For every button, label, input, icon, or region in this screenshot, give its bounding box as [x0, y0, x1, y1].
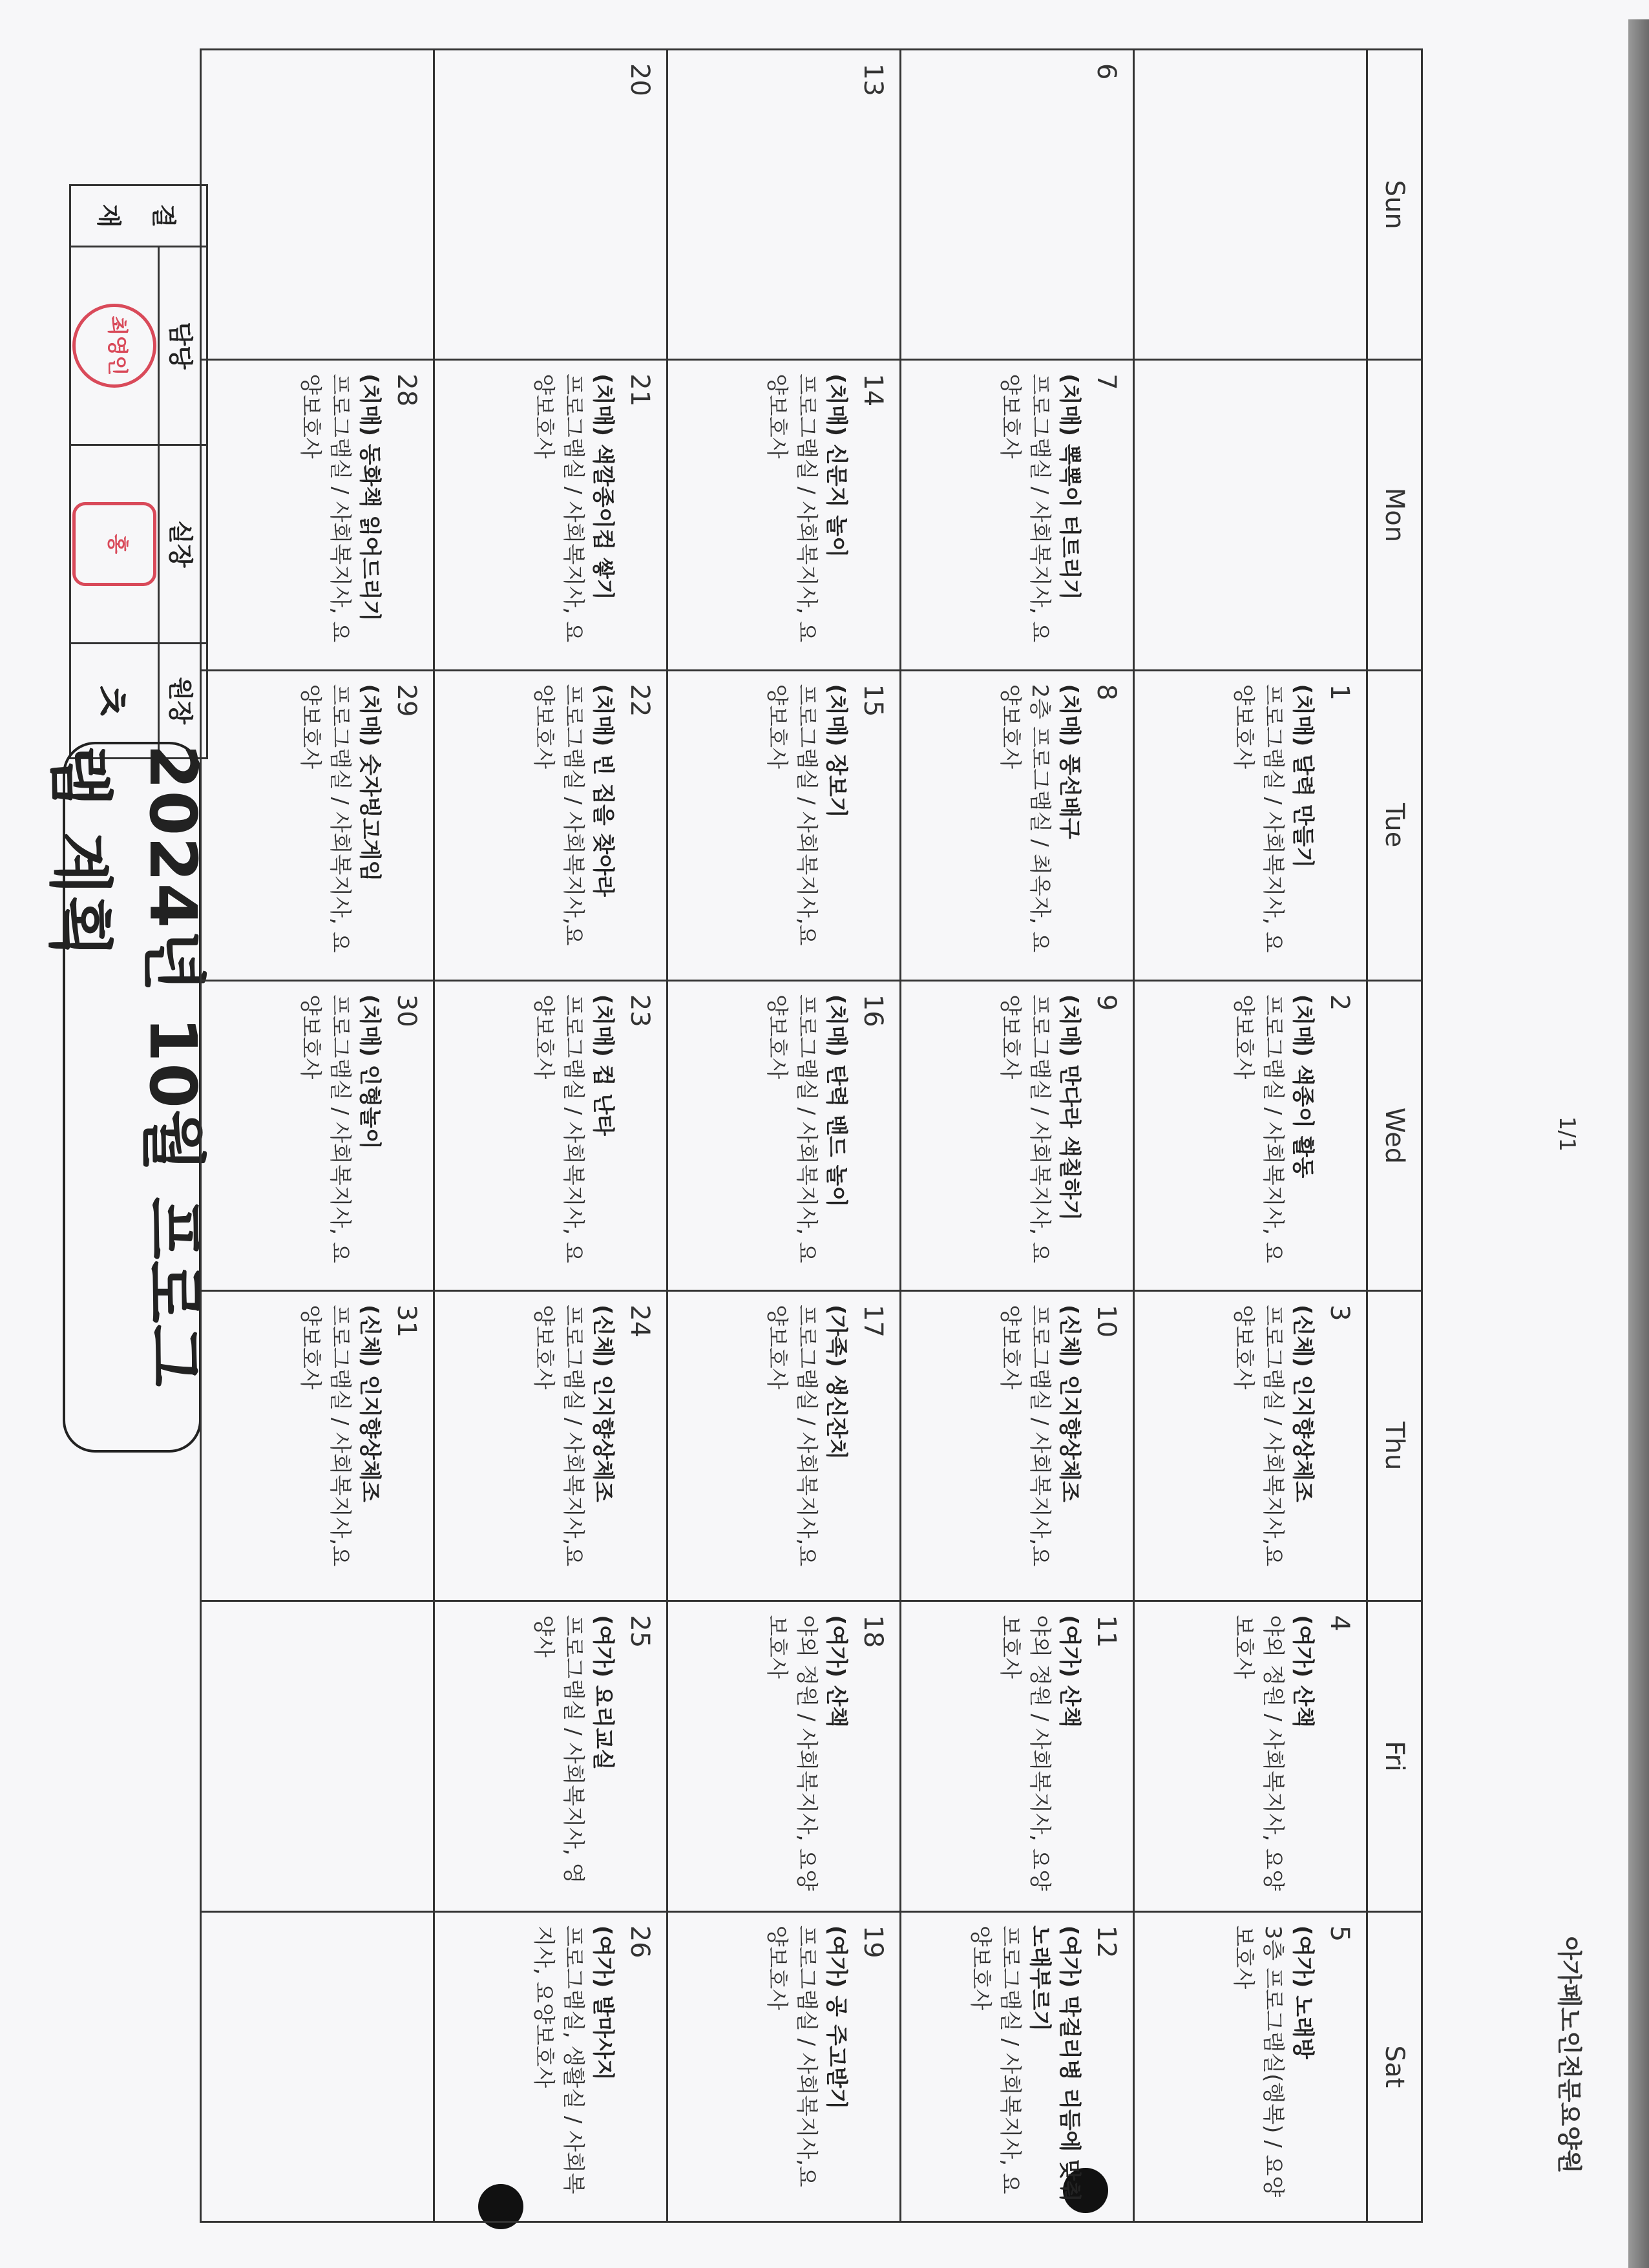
program-name: (치매) 장보기	[823, 684, 849, 818]
program-name: (치매) 빈 집을 찾아라	[590, 684, 616, 897]
day-number: 12	[1091, 1925, 1121, 1958]
approval-stamp-cell	[70, 643, 159, 758]
program-name: (치매) 숫자빙고게임	[357, 684, 383, 882]
program-detail: 3층 프로그램실(행복) / 요양보호사	[1230, 1925, 1287, 2198]
approval-role: 담당	[159, 247, 207, 445]
program-detail: 프로그램실 / 사회복지사,요양보호사	[997, 1305, 1053, 1567]
day-number: 6	[1091, 63, 1121, 80]
approval-stamp-cell	[70, 247, 159, 445]
program-name: (여가) 막걸리병 리듬에 맞춰 노래부르기	[1027, 1925, 1082, 2202]
program-name: (여가) 요리교실	[590, 1615, 616, 1770]
program-name: (여가) 산책	[1290, 1615, 1316, 1728]
week-row	[201, 50, 434, 2222]
day-cell	[667, 1911, 901, 2221]
approval-box	[69, 184, 208, 759]
day-cell	[667, 1291, 901, 1601]
approval-role: 실장	[159, 445, 207, 643]
weekday-header-row	[1367, 50, 1422, 2222]
day-number: 25	[625, 1615, 655, 1648]
day-number: 3	[1325, 1305, 1354, 1321]
day-cell	[201, 1911, 434, 2221]
program-detail: 프로그램실 / 사회복지사, 요양보호사	[530, 373, 587, 643]
day-cell	[901, 1291, 1134, 1601]
day-number: 13	[858, 63, 888, 96]
day-number: 22	[625, 684, 655, 717]
approval-label: 결 재	[70, 185, 207, 247]
day-cell	[1134, 1291, 1367, 1601]
program-name: (치매) 색깔종이컵 쌓기	[590, 373, 616, 600]
program-name: (치매) 컵 난타	[590, 994, 616, 1136]
program-detail: 프로그램실 / 사회복지사, 영양사	[530, 1615, 587, 1884]
approval-stamp-cell	[70, 445, 159, 643]
program-detail: 프로그램실 / 사회복지사, 요양보호사	[297, 994, 353, 1263]
program-detail: 프로그램실 / 사회복지사, 요양보호사	[764, 373, 820, 643]
program-name: (여가) 산책	[823, 1615, 849, 1728]
program-detail: 프로그램실 / 사회복지사, 요양보호사	[967, 1925, 1024, 2194]
day-number: 21	[625, 373, 655, 407]
weekday-header: Mon	[1367, 360, 1422, 670]
program-name: (신체) 인지향상체조	[1056, 1305, 1082, 1502]
day-number: 14	[858, 373, 888, 407]
program-name: (신체) 인지향상체조	[357, 1305, 383, 1502]
day-cell	[901, 1601, 1134, 1911]
day-cell	[434, 670, 667, 980]
day-cell	[201, 1601, 434, 1911]
program-detail: 프로그램실 / 사회복지사,요양보호사	[297, 1305, 353, 1567]
program-name: (신체) 인지향상체조	[590, 1305, 616, 1502]
day-number: 17	[858, 1305, 888, 1338]
day-number: 11	[1091, 1615, 1121, 1648]
day-number: 28	[392, 373, 421, 407]
program-name: (치매) 달력 만들기	[1290, 684, 1316, 868]
program-detail: 프로그램실 / 사회복지사,요양보호사	[764, 684, 820, 946]
program-detail: 프로그램실 / 사회복지사,요양보호사	[764, 1305, 820, 1567]
day-cell	[434, 1911, 667, 2221]
day-cell	[201, 360, 434, 670]
day-cell	[434, 360, 667, 670]
program-name: (치매) 풍선배구	[1056, 684, 1082, 839]
page-title: 2024년 10월 프로그램 계획	[42, 744, 211, 1389]
program-name: (여가) 공 주고받기	[823, 1925, 849, 2110]
day-number: 8	[1091, 684, 1121, 701]
program-name: (여가) 노래방	[1290, 1925, 1316, 2059]
program-detail: 프로그램실 / 사회복지사, 요양보호사	[1230, 994, 1287, 1263]
program-detail: 2층 프로그램실 / 최옥자, 요양보호사	[997, 684, 1053, 953]
program-detail: 프로그램실 / 사회복지사, 요양보호사	[1230, 684, 1287, 953]
program-detail: 프로그램실 / 사회복지사, 요양보호사	[997, 373, 1053, 643]
day-cell	[1134, 1601, 1367, 1911]
program-name: (치매) 동화책 읽어드리기	[357, 373, 383, 622]
day-number: 15	[858, 684, 888, 717]
program-detail: 프로그램실 / 사회복지사, 요양보호사	[297, 373, 353, 643]
weekday-header: Wed	[1367, 980, 1422, 1290]
director-signature: ㅊ	[84, 678, 138, 723]
stamp-manager: 최영인	[72, 304, 156, 388]
weekday-header: Sun	[1367, 50, 1422, 360]
program-detail: 프로그램실 / 사회복지사,요양보호사	[1230, 1305, 1287, 1567]
day-number: 5	[1325, 1925, 1354, 1942]
title-box	[42, 742, 211, 1453]
day-cell	[901, 670, 1134, 980]
organization-name: 아가페노인전문요양원	[1555, 1936, 1584, 2174]
day-cell	[1134, 50, 1367, 360]
day-cell	[1134, 670, 1367, 980]
day-number: 23	[625, 994, 655, 1027]
program-detail: 프로그램실 / 사회복지사, 요양보호사	[530, 994, 587, 1263]
week-row	[667, 50, 901, 2222]
program-name: (치매) 인형놀이	[357, 994, 383, 1150]
program-detail: 프로그램실 / 사회복지사, 요양보호사	[297, 684, 353, 953]
program-name: (여가) 발마사지	[590, 1925, 616, 2081]
program-detail: 야외 정원 / 사회복지사, 요양보호사	[764, 1615, 820, 1891]
day-number: 2	[1325, 994, 1354, 1011]
program-name: (여가) 산책	[1056, 1615, 1082, 1728]
program-detail: 프로그램실 / 사회복지사, 요양보호사	[997, 994, 1053, 1263]
day-cell	[667, 980, 901, 1290]
program-detail: 프로그램실 / 사회복지사,요양보호사	[530, 1305, 587, 1567]
program-name: (가족) 생신잔치	[823, 1305, 849, 1460]
day-cell	[201, 50, 434, 360]
day-cell	[434, 50, 667, 360]
day-number: 26	[625, 1925, 655, 1958]
program-detail: 프로그램실, 생활실 / 사회복지사, 요양보호사	[530, 1925, 587, 2194]
day-number: 24	[625, 1305, 655, 1338]
page-number: 1/1	[1554, 1116, 1580, 1152]
day-cell	[667, 360, 901, 670]
approval-role: 원장	[159, 643, 207, 758]
day-cell	[667, 670, 901, 980]
calendar-table	[200, 48, 1423, 2223]
day-cell	[1134, 360, 1367, 670]
weekday-header: Thu	[1367, 1291, 1422, 1601]
day-cell	[901, 980, 1134, 1290]
weekday-header: Tue	[1367, 670, 1422, 980]
day-cell	[434, 1291, 667, 1601]
week-row	[901, 50, 1134, 2222]
program-name: (치매) 신문지 놀이	[823, 373, 849, 558]
program-name: (치매) 탄력 밴드 놀이	[823, 994, 849, 1208]
program-detail: 프로그램실 / 사회복지사,요양보호사	[764, 1925, 820, 2187]
weekday-header: Sat	[1367, 1911, 1422, 2221]
day-cell	[434, 1601, 667, 1911]
day-cell	[1134, 980, 1367, 1290]
day-number: 20	[625, 63, 655, 96]
day-number: 18	[858, 1615, 888, 1648]
program-detail: 야외 정원 / 사회복지사, 요양보호사	[1230, 1615, 1287, 1891]
day-number: 16	[858, 994, 888, 1027]
day-cell	[901, 360, 1134, 670]
day-cell	[201, 980, 434, 1290]
day-cell	[201, 670, 434, 980]
day-number: 29	[392, 684, 421, 717]
day-number: 19	[858, 1925, 888, 1958]
weekday-header: Fri	[1367, 1601, 1422, 1911]
day-number: 4	[1325, 1615, 1354, 1632]
program-name: (치매) 만다라 색칠하기	[1056, 994, 1082, 1221]
week-row	[1134, 50, 1367, 2222]
day-cell	[667, 1601, 901, 1911]
week-row	[434, 50, 667, 2222]
program-name: (신체) 인지향상체조	[1290, 1305, 1316, 1502]
day-cell	[901, 50, 1134, 360]
day-number: 30	[392, 994, 421, 1027]
program-detail: 야외 정원 / 사회복지사, 요양보호사	[997, 1615, 1053, 1891]
program-name: (치매) 색종이 활동	[1290, 994, 1316, 1179]
day-cell	[434, 980, 667, 1290]
day-number: 9	[1091, 994, 1121, 1011]
day-cell	[667, 50, 901, 360]
program-name: (치매) 뽁뽁이 터트리기	[1056, 373, 1082, 600]
program-detail: 프로그램실 / 사회복지사,요양보호사	[530, 684, 587, 946]
day-number: 1	[1325, 684, 1354, 701]
day-cell	[201, 1291, 434, 1601]
day-cell	[1134, 1911, 1367, 2221]
stamp-chief: 홍	[72, 502, 156, 586]
day-cell	[901, 1911, 1134, 2221]
day-number: 31	[392, 1305, 421, 1338]
day-number: 10	[1091, 1305, 1121, 1338]
program-detail: 프로그램실 / 사회복지사, 요양보호사	[764, 994, 820, 1263]
day-number: 7	[1091, 373, 1121, 390]
